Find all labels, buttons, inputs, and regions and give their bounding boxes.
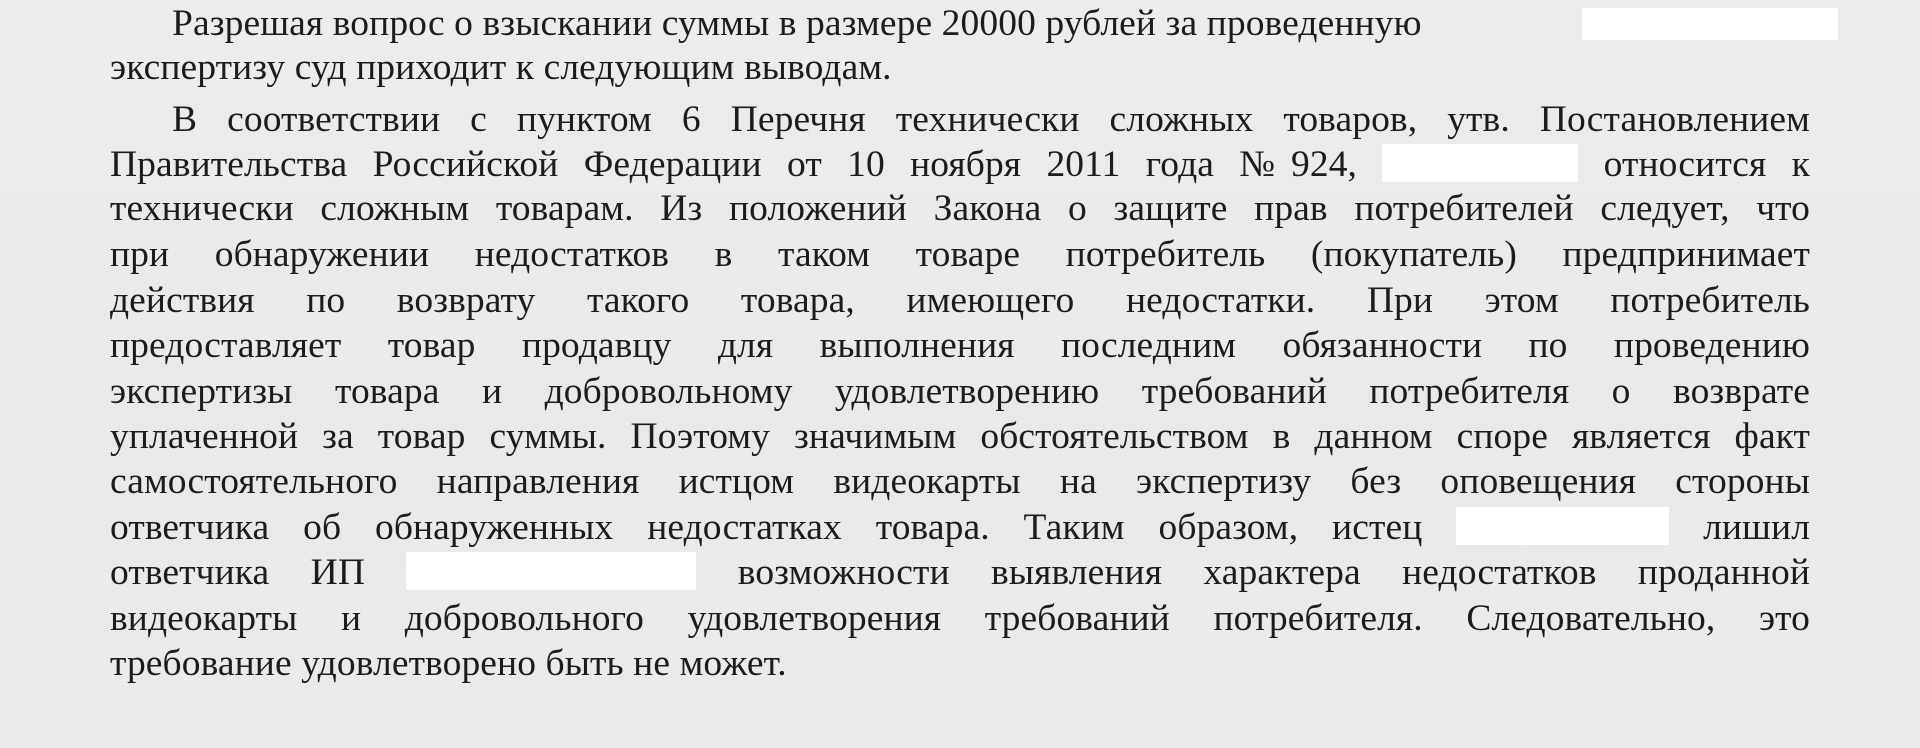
text-line-3: [172, 97, 1810, 143]
text-line-10-content: уплаченной за товар суммы. Поэтому значимым обстоятельством в данном споре является факт: [110, 416, 1810, 457]
redaction-block-2: [1382, 144, 1578, 182]
text-line-1-content: Разрешая вопрос о взыскании суммы в размере 20000 рублей за проведенную: [172, 3, 1422, 44]
text-line-6: [110, 232, 1810, 278]
text-line-8: [110, 323, 1810, 369]
text-line-9-content: экспертизы товара и добровольному удовлетворению требований потребителя о возврате: [110, 371, 1810, 412]
text-line-2: [110, 45, 1810, 91]
redaction-block-3: [1456, 507, 1669, 545]
text-line-8-content: предоставляет товар продавцу для выполнения последним обязанности по проведению: [110, 325, 1810, 366]
text-line-3-content: В соответствии с пунктом 6 Перечня технически сложных товаров, утв. Постановлением: [172, 99, 1810, 140]
text-line-14: [110, 596, 1810, 642]
text-line-13-end: возможности выявления характера недостатков проданной: [737, 552, 1810, 593]
text-line-7-content: действия по возврату такого товара, имеющего недостатки. При этом потребитель: [110, 280, 1810, 321]
text-line-11: [110, 459, 1810, 505]
text-line-11-content: самостоятельного направления истцом видеокарты на экспертизу без оповещения стороны: [110, 461, 1810, 502]
text-line-5-content: технически сложным товарам. Из положений Закона о защите прав потребителей следует, что: [110, 188, 1810, 229]
text-line-1: [172, 1, 1810, 47]
text-line-9: [110, 369, 1810, 415]
text-line-12: [110, 505, 1810, 551]
text-line-12-end: лишил: [1703, 507, 1811, 548]
text-line-2-content: экспертизу суд приходит к следующим выводам.: [110, 47, 892, 88]
text-line-4-end: относится к: [1603, 144, 1810, 185]
text-line-10: [110, 414, 1810, 460]
redaction-block-1: [1582, 8, 1838, 40]
text-line-12-start: ответчика об обнаруженных недостатках товара. Таким образом, истец: [110, 507, 1423, 548]
text-line-13: [110, 550, 1810, 596]
text-line-7: [110, 278, 1810, 324]
text-line-4: [110, 142, 1810, 188]
text-line-13-start: ответчика ИП: [110, 552, 366, 593]
text-line-4-start: Правительства Российской Федерации от 10 ноября 2011 года №924,: [110, 144, 1358, 185]
text-line-15: [110, 641, 1810, 687]
text-line-6-content: при обнаружении недостатков в таком товаре потребитель (покупатель) предпринимает: [110, 234, 1810, 275]
redaction-block-4: [406, 552, 696, 590]
text-line-5: [110, 186, 1810, 232]
text-line-14-content: видеокарты и добровольного удовлетворения требований потребителя. Следовательно, это: [110, 598, 1810, 639]
text-line-15-content: требование удовлетворено быть не может.: [110, 643, 787, 684]
